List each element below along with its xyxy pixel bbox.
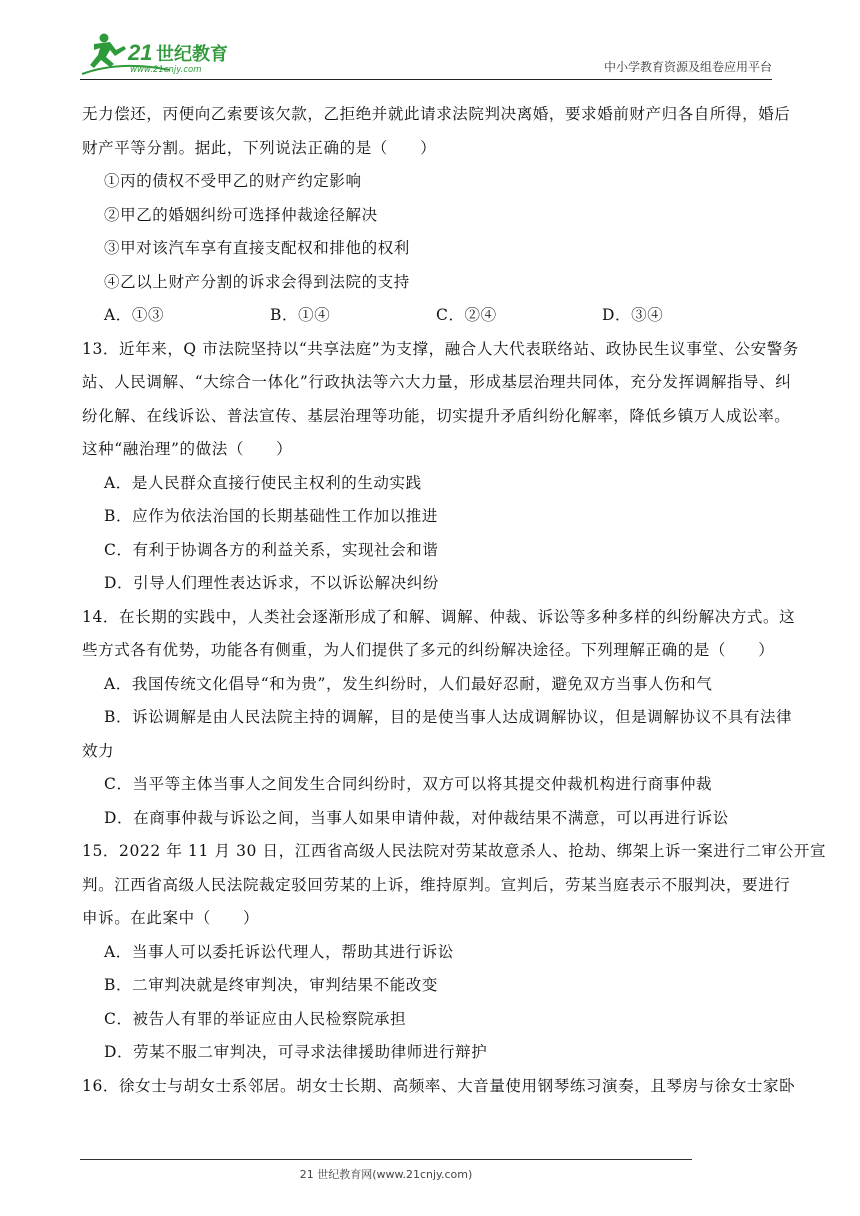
text-line: B．应作为依法治国的长期基础性工作加以推进 — [104, 507, 438, 525]
q12-option-b: B．①④ — [270, 306, 331, 324]
text-line: 判。江西省高级人民法院裁定驳回劳某的上诉，维持原判。宣判后，劳某当庭表示不服判决，要进行 — [82, 875, 791, 894]
q12-options — [82, 299, 782, 333]
text-line: 申诉。在此案中（ ） — [82, 909, 260, 927]
svg-text:www.21cnjy.com: www.21cnjy.com — [130, 65, 202, 75]
text-line: 财产平等分割。据此，下列说法正确的是（ ） — [82, 138, 437, 157]
footer-divider — [80, 1159, 692, 1160]
site-logo — [80, 30, 260, 76]
text-line: ③甲对该汽车享有直接支配权和排他的权利 — [104, 239, 410, 257]
svg-text:21: 21 — [128, 40, 153, 65]
text-line: D．劳某不服二审判决，可寻求法律援助律师进行辩护 — [104, 1043, 488, 1061]
text-line: 13．近年来，Q 市法院坚持以“共享法庭”为支撑，融合人大代表联络站、政协民生议事堂、公安警务 — [82, 339, 799, 358]
text-line: C．当平等主体当事人之间发生合同纠纷时，双方可以将其提交仲裁机构进行商事仲裁 — [104, 775, 713, 793]
text-line: 这种“融治理”的做法（ ） — [82, 440, 293, 458]
question-content — [82, 98, 827, 1103]
text-line: 15．2022 年 11 月 30 日，江西省高级人民法院对劳某故意杀人、抢劫、绑架上诉一案进行二审公开宣 — [82, 842, 827, 860]
header-platform-text: 中小学教育资源及组卷应用平台 — [603, 60, 772, 74]
text-line: D．在商事仲裁与诉讼之间，当事人如果申请仲裁，对仲裁结果不满意，可以再进行诉讼 — [104, 808, 729, 827]
page-header — [80, 30, 772, 78]
text-line: A．是人民群众直接行使民主权利的生动实践 — [104, 473, 422, 492]
text-line: 16．徐女士与胡女士系邻居。胡女士长期、高频率、大音量使用钢琴练习演奏，且琴房与徐女士家卧 — [82, 1076, 796, 1095]
q12-option-d: D．③④ — [602, 306, 664, 324]
text-line: ④乙以上财产分割的诉求会得到法院的支持 — [104, 272, 410, 291]
header-divider — [80, 79, 772, 80]
text-line: 无力偿还，丙便向乙索要该欠款，乙拒绝并就此请求法院判决离婚，要求婚前财产归各自所得，婚后 — [82, 105, 791, 123]
text-line: C．有利于协调各方的利益关系，实现社会和谐 — [104, 540, 439, 559]
text-line: ①丙的债权不受甲乙的财产约定影响 — [104, 172, 362, 190]
text-line: D．引导人们理性表达诉求，不以诉讼解决纠纷 — [104, 574, 440, 592]
q12-option-a: A．①③ — [104, 306, 165, 324]
text-line: B．诉讼调解是由人民法院主持的调解，目的是使当事人达成调解协议，但是调解协议不具有法律 — [104, 708, 793, 726]
svg-text:世纪教育: 世纪教育 — [156, 44, 228, 65]
footer-text: 21 世纪教育网(www.21cnjy.com) — [299, 1168, 473, 1181]
text-line: B．二审判决就是终审判决，审判结果不能改变 — [104, 976, 438, 994]
text-line: A．当事人可以委托诉讼代理人，帮助其进行诉讼 — [104, 942, 454, 961]
text-line: 些方式各有优势，功能各有侧重，为人们提供了多元的纠纷解决途径。下列理解正确的是（ ） — [82, 641, 775, 659]
text-line: 纷化解、在线诉讼、普法宣传、基层治理等功能，切实提升矛盾纠纷化解率，降低乡镇万人成讼率。 — [82, 406, 791, 425]
text-line: C．被告人有罪的举证应由人民检察院承担 — [104, 1009, 407, 1028]
text-line: 效力 — [82, 741, 115, 760]
text-line: ②甲乙的婚姻纠纷可选择仲裁途径解决 — [104, 205, 378, 224]
text-line: A．我国传统文化倡导“和为贵”，发生纠纷时，人们最好忍耐，避免双方当事人伤和气 — [104, 674, 713, 693]
text-line: 站、人民调解、“大综合一体化”行政执法等六大力量，形成基层治理共同体，充分发挥调解指导、纠 — [82, 373, 792, 391]
text-line: 14．在长期的实践中，人类社会逐渐形成了和解、调解、仲裁、诉讼等多种多样的纠纷解决方式。这 — [82, 607, 796, 626]
q12-option-c: C．②④ — [436, 306, 497, 324]
